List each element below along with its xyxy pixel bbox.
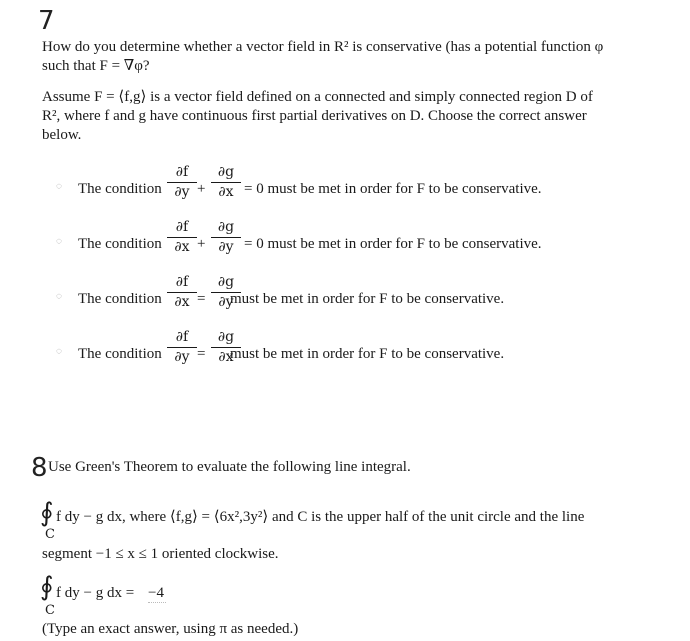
option-prefix: The condition [78,291,162,307]
denominator: ∂x [174,239,190,255]
operator: + [197,236,206,252]
radio-button-icon[interactable]: ◌ [56,346,62,357]
denominator: ∂x [218,349,234,365]
contour-label: C [45,603,55,618]
denominator: ∂x [174,294,190,310]
answer-input[interactable]: −4 [148,584,166,603]
question-line: such that F = ∇φ? [42,58,150,74]
option-c[interactable] [56,274,616,324]
denominator: ∂y [174,184,190,200]
question-7-assumption [42,88,642,145]
numerator: ∂f [175,219,189,235]
fraction [165,274,199,311]
question-7-number: 7 [38,6,55,36]
answer-note: (Type an exact answer, using π as needed.) [42,621,299,637]
numerator: ∂g [217,164,235,180]
fraction [209,219,243,256]
numerator: ∂f [175,274,189,290]
integral-statement: f dy − g dx, where ⟨f,g⟩ = ⟨6x²,3y²⟩ and C is the upper half of the unit circle and the line [56,509,585,525]
numerator: ∂g [217,329,235,345]
operator: = [197,346,206,362]
denominator: ∂y [218,294,234,310]
option-suffix: must be met in order for F to be conservative. [230,346,505,362]
option-a[interactable] [56,164,616,214]
denominator: ∂y [218,239,234,255]
option-prefix: The condition [78,236,162,252]
question-line: How do you determine whether a vector field in R² is conservative (has a potential function φ [42,39,604,55]
option-d[interactable] [56,329,616,379]
segment-text: segment −1 ≤ x ≤ 1 oriented clockwise. [42,546,279,562]
option-suffix: = 0 must be met in order for F to be conservative. [244,181,542,197]
question-8-prompt: Use Green's Theorem to evaluate the following line integral. [48,459,411,475]
question-7-text [42,38,642,76]
assumption-line: Assume F = ⟨f,g⟩ is a vector field defined on a connected and simply connected region D of [42,89,593,105]
option-b[interactable] [56,219,616,269]
fraction [165,164,199,201]
question-8-number: 8 [31,453,48,483]
answer-expression: f dy − g dx = [56,585,135,601]
option-prefix: The condition [78,346,162,362]
numerator: ∂g [217,219,235,235]
option-prefix: The condition [78,181,162,197]
assumption-line: R², where f and g have continuous first partial derivatives on D. Choose the correct answer [42,108,587,124]
assumption-line: below. [42,127,82,143]
numerator: ∂f [175,164,189,180]
contour-integral-icon: ∮ [40,498,54,528]
option-suffix: = 0 must be met in order for F to be conservative. [244,236,542,252]
fraction [209,164,243,201]
radio-button-icon[interactable]: ◌ [56,236,62,247]
fraction [165,219,199,256]
denominator: ∂y [174,349,190,365]
contour-label: C [45,527,55,542]
radio-button-icon[interactable]: ◌ [56,181,62,192]
operator: = [197,291,206,307]
fraction [165,329,199,366]
option-suffix: must be met in order for F to be conservative. [230,291,505,307]
numerator: ∂f [175,329,189,345]
numerator: ∂g [217,274,235,290]
denominator: ∂x [218,184,234,200]
radio-button-icon[interactable]: ◌ [56,291,62,302]
contour-integral-icon: ∮ [40,572,54,602]
operator: + [197,181,206,197]
